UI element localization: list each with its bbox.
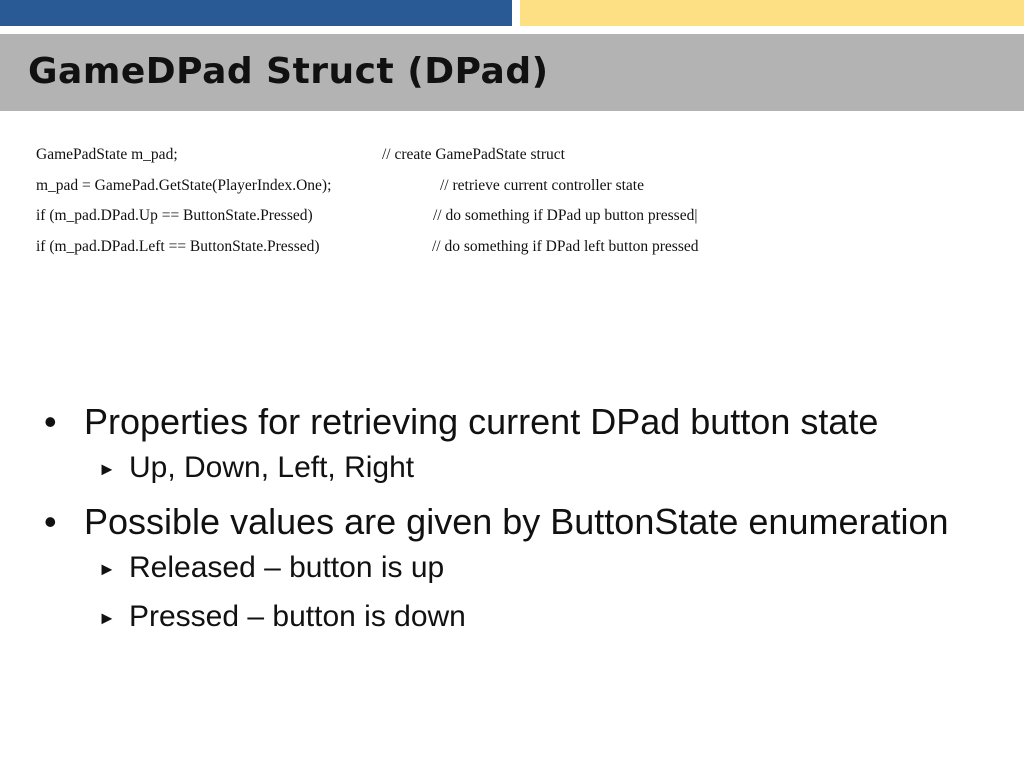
bullet-text: Possible values are given by ButtonState enumeration [84, 501, 949, 542]
code-line [36, 236, 996, 267]
sub-bullet-text: Up, Down, Left, Right [129, 451, 415, 484]
triangle-right-icon: ► [98, 459, 116, 479]
top-accent-bar-blue [0, 0, 512, 26]
code-statement: if (m_pad.DPad.Left == ButtonState.Pressed) [36, 237, 320, 255]
code-statement: GamePadState m_pad; [36, 146, 178, 163]
triangle-right-icon: ► [98, 608, 116, 628]
triangle-right-icon: ► [98, 559, 116, 579]
bullet-item [40, 498, 1000, 546]
bullet-dot-icon: • [44, 501, 57, 542]
bullet-text: Properties for retrieving current DPad button state [84, 401, 879, 442]
sub-bullet-text: Pressed – button is down [129, 600, 466, 633]
bullet-item [40, 398, 1000, 446]
code-comment: // do something if DPad left button pressed [432, 237, 699, 255]
code-comment: // create GamePadState struct [382, 146, 565, 163]
sub-bullet-item [40, 549, 1000, 587]
sub-bullet-item [40, 598, 1000, 636]
sub-bullet-item [40, 449, 1000, 487]
code-comment: // retrieve current controller state [440, 176, 644, 194]
code-comment: // do something if DPad up button pressed| [433, 207, 698, 224]
code-statement: m_pad = GamePad.GetState(PlayerIndex.One); [36, 176, 332, 194]
sub-bullet-text: Released – button is up [129, 551, 445, 584]
code-statement: if (m_pad.DPad.Up == ButtonState.Pressed) [36, 207, 313, 224]
top-accent-bar-yellow [520, 0, 1024, 26]
code-line [36, 205, 996, 236]
code-block [36, 144, 996, 266]
title-band [0, 34, 1024, 111]
slide-title: GameDPad Struct (DPad) [28, 51, 549, 92]
bullet-dot-icon: • [44, 401, 57, 442]
code-line [36, 144, 996, 175]
code-line [36, 175, 996, 206]
bullet-list [40, 398, 1000, 647]
